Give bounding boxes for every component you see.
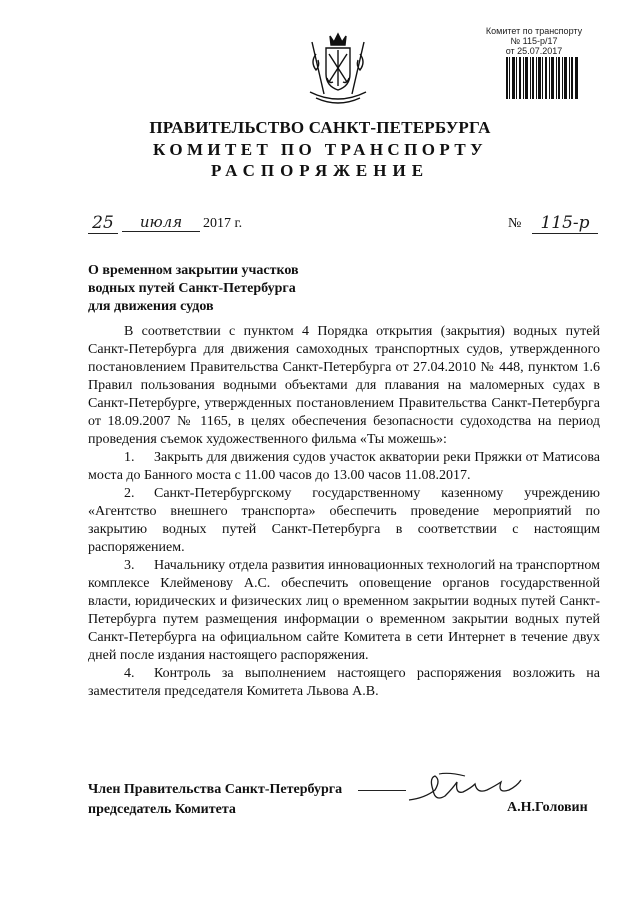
date-day: 25	[88, 213, 118, 234]
signatory-name: А.Н.Головин	[507, 800, 588, 815]
committee-title: КОМИТЕТ ПО ТРАНСПОРТУ	[153, 140, 487, 159]
position-line: председатель Комитета	[88, 802, 236, 817]
signatory-position	[88, 780, 342, 820]
subject-line: водных путей Санкт-Петербурга	[88, 281, 296, 296]
document-type-title: РАСПОРЯЖЕНИЕ	[210, 161, 430, 180]
number-value: 115-р	[532, 213, 598, 234]
item-text: Начальнику отдела развития инновационных технологий на транспортном комплексе Клейменову А.С. обеспечить оповещение органов государственной власти, юридических и физических лиц о временном закрытии водных путей Санкт-Петербурга путем размещения информации о временном закрытии водных путей Санкт-Петербурга на официальном сайте Комитета в сети Интернет в течение двух дней после издания настоящего распоряжения.	[88, 558, 600, 663]
item-number: 4.	[124, 666, 135, 681]
order-item-1	[88, 449, 600, 485]
order-item-4	[88, 665, 600, 701]
government-title: ПРАВИТЕЛЬСТВО САНКТ-ПЕТЕРБУРГА	[149, 118, 491, 137]
document-subject	[88, 262, 408, 316]
order-item-2	[88, 485, 600, 557]
item-number: 2.	[124, 486, 135, 501]
item-text: Санкт-Петербургскому государственному казенному учреждению «Агентство внешнего транспорта» обеспечить проведение мероприятий по закрытию водных путей Санкт-Петербурга в соответствии с настоящим распоряжением.	[88, 486, 600, 555]
stamp-number: № 115-р/17	[510, 36, 558, 46]
barcode-icon	[506, 57, 578, 99]
registration-stamp	[478, 26, 590, 56]
document-body	[88, 323, 600, 701]
signature-underline	[358, 790, 406, 791]
position-line: Член Правительства Санкт-Петербурга	[88, 782, 343, 797]
item-number: 1.	[124, 450, 135, 465]
order-item-3	[88, 557, 600, 665]
number-sign: №	[508, 216, 522, 231]
subject-line: для движения судов	[88, 299, 214, 314]
subject-line: О временном закрытии участков	[88, 263, 299, 278]
stamp-date: от 25.07.2017	[505, 46, 563, 56]
document-number	[508, 213, 600, 237]
item-text: Контроль за выполнением настоящего распоряжения возложить на заместителя председателя Комитета Львова А.В.	[88, 666, 600, 699]
stamp-committee: Комитет по транспорту	[485, 26, 583, 36]
coat-of-arms-icon	[302, 32, 374, 106]
document-date	[88, 213, 253, 237]
item-number: 3.	[124, 558, 135, 573]
intro-paragraph: В соответствии с пунктом 4 Порядка открытия (закрытия) водных путей Санкт-Петербурга для движения самоходных транспортных судов, утвержденного постановлением Правительства Санкт-Петербурга от 27.04.2010 № 448, пунктом 1.6 Правил пользования водными объектами для плавания на маломерных судах в Санкт-Петербурге, утвержденных постановлением Правительства Санкт-Петербурга от 18.09.2007 № 1165, в целях обеспечения безопасности судоходства на период проведения съемок художественного фильма «Ты можешь»:	[88, 324, 600, 447]
item-text: Закрыть для движения судов участок акватории реки Пряжки от Матисова моста до Банного моста с 11.00 часов до 13.00 часов 11.08.2017.	[88, 450, 600, 483]
date-year: 2017 г.	[203, 216, 243, 231]
date-month: июля	[122, 213, 200, 232]
